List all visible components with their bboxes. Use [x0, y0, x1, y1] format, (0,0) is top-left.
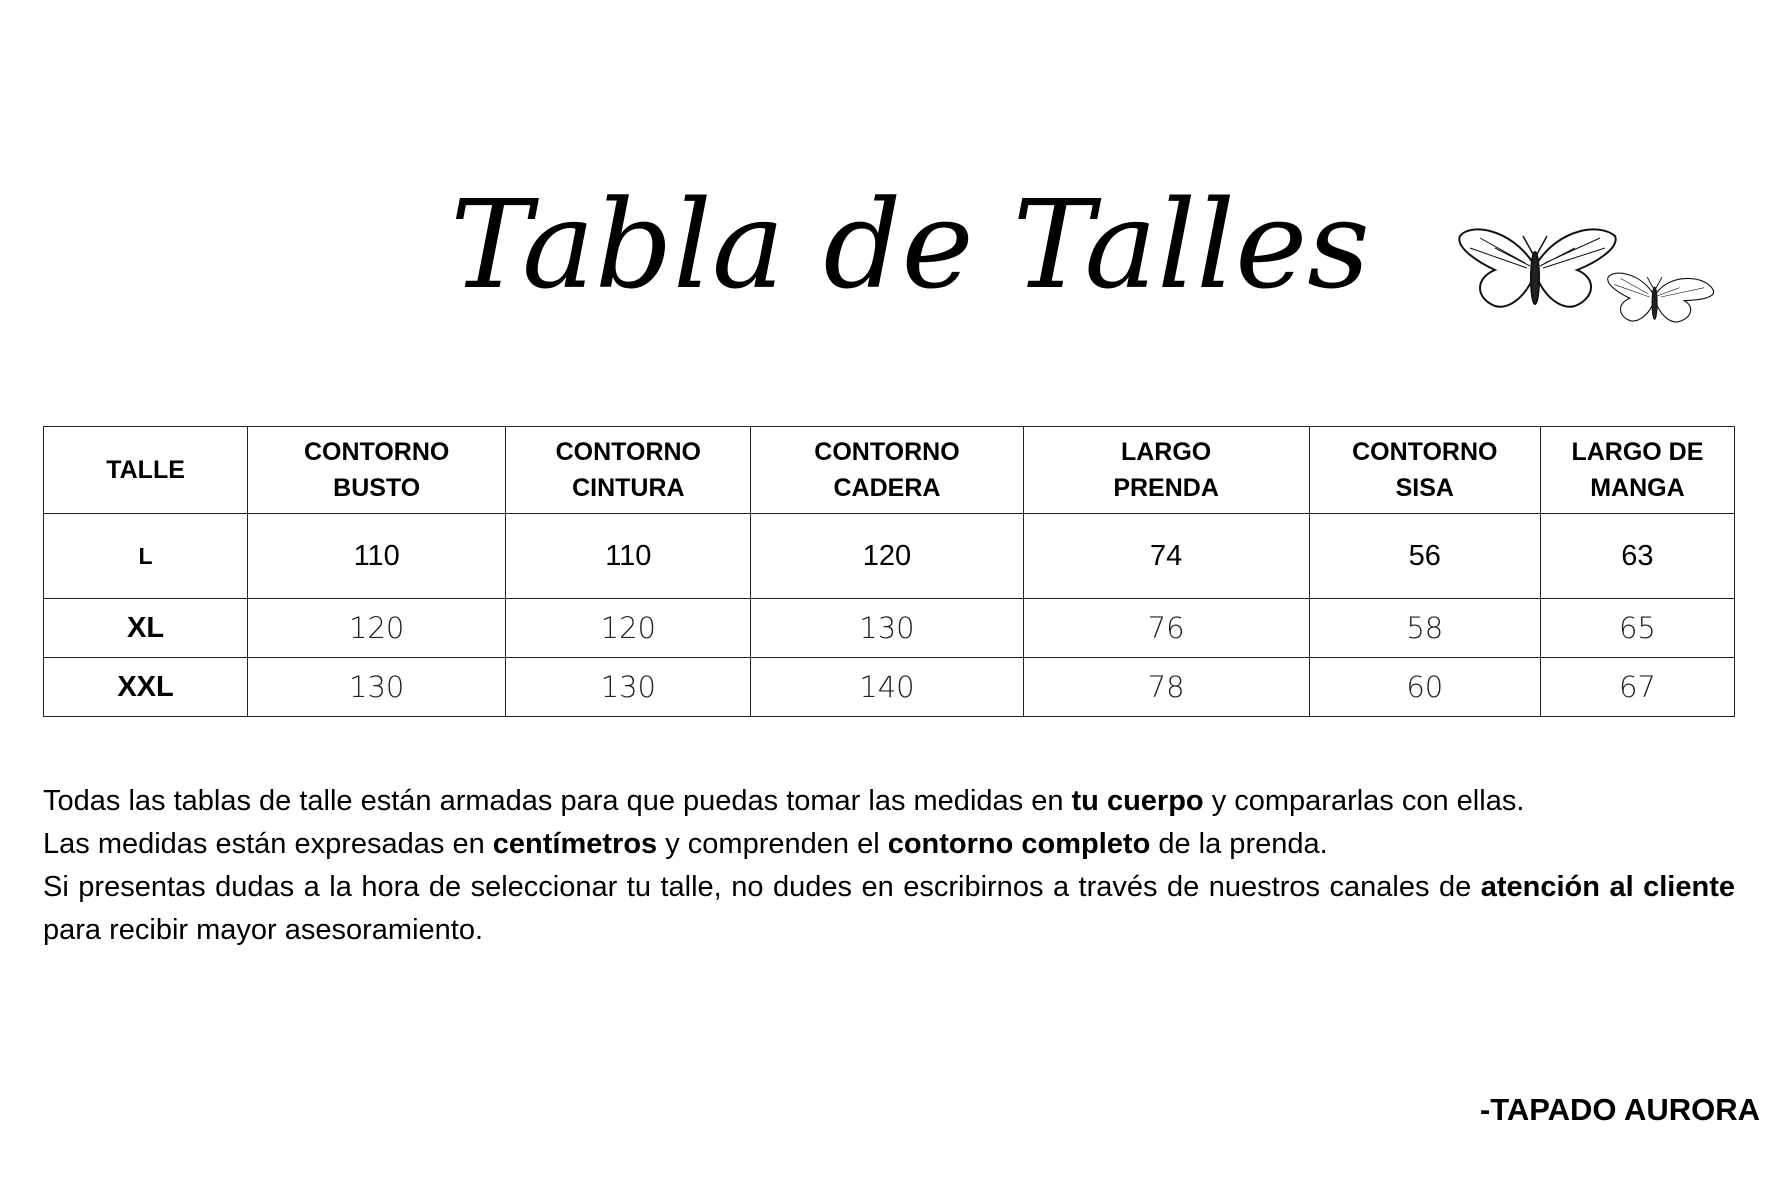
table-cell: 110 — [506, 514, 751, 599]
header-contorno-busto: CONTORNO BUSTO — [248, 427, 506, 514]
table-cell: 63 — [1540, 514, 1734, 599]
table-cell: 65 — [1540, 599, 1734, 658]
table-cell: 130 — [506, 658, 751, 717]
table-cell: 60 — [1309, 658, 1540, 717]
header-contorno-cintura: CONTORNO CINTURA — [506, 427, 751, 514]
note-paragraph: Todas las tablas de talle están armadas para que puedas tomar las medidas en tu cuerpo y compararlas con ellas. — [43, 785, 1525, 817]
header-talle: TALLE — [44, 427, 248, 514]
table-cell: 130 — [751, 599, 1023, 658]
size-table — [43, 426, 1735, 717]
table-cell: XL — [44, 599, 248, 658]
header-largo-manga: LARGO DE MANGA — [1540, 427, 1734, 514]
header-largo-prenda: LARGO PRENDA — [1023, 427, 1309, 514]
page-title-text: Tabla de Talles — [450, 174, 1370, 316]
header-contorno-cadera: CONTORNO CADERA — [751, 427, 1023, 514]
header-contorno-sisa: CONTORNO SISA — [1309, 427, 1540, 514]
note-paragraph: Las medidas están expresadas en centímetros y comprenden el contorno completo de la prenda. — [43, 828, 1328, 860]
table-cell: 67 — [1540, 658, 1734, 717]
table-cell: 78 — [1023, 658, 1309, 717]
table-cell: XXL — [44, 658, 248, 717]
butterflies-decoration — [1455, 218, 1735, 358]
table-cell: 76 — [1023, 599, 1309, 658]
table-cell: 58 — [1309, 599, 1540, 658]
table-cell: 110 — [248, 514, 506, 599]
table-cell: 140 — [751, 658, 1023, 717]
table-cell: 74 — [1023, 514, 1309, 599]
table-cell: L — [44, 514, 248, 599]
note-paragraph: Si presentas dudas a la hora de seleccionar tu talle, no dudes en escribirnos a través de nuestros canales de atención al cliente para recibir mayor asesoramiento. — [43, 871, 1735, 946]
table-cell: 120 — [751, 514, 1023, 599]
table-header-row — [44, 427, 1735, 514]
butterfly-icon — [1608, 273, 1714, 322]
product-signature: -TAPADO AURORA — [1479, 1092, 1760, 1127]
table-cell: 56 — [1309, 514, 1540, 599]
size-notes — [43, 780, 1735, 952]
table-row — [44, 514, 1735, 599]
table-cell: 130 — [248, 658, 506, 717]
table-cell: 120 — [248, 599, 506, 658]
table-row — [44, 658, 1735, 717]
table-cell: 120 — [506, 599, 751, 658]
table-row — [44, 599, 1735, 658]
butterfly-icon — [1459, 229, 1615, 306]
page-title — [450, 122, 1370, 372]
